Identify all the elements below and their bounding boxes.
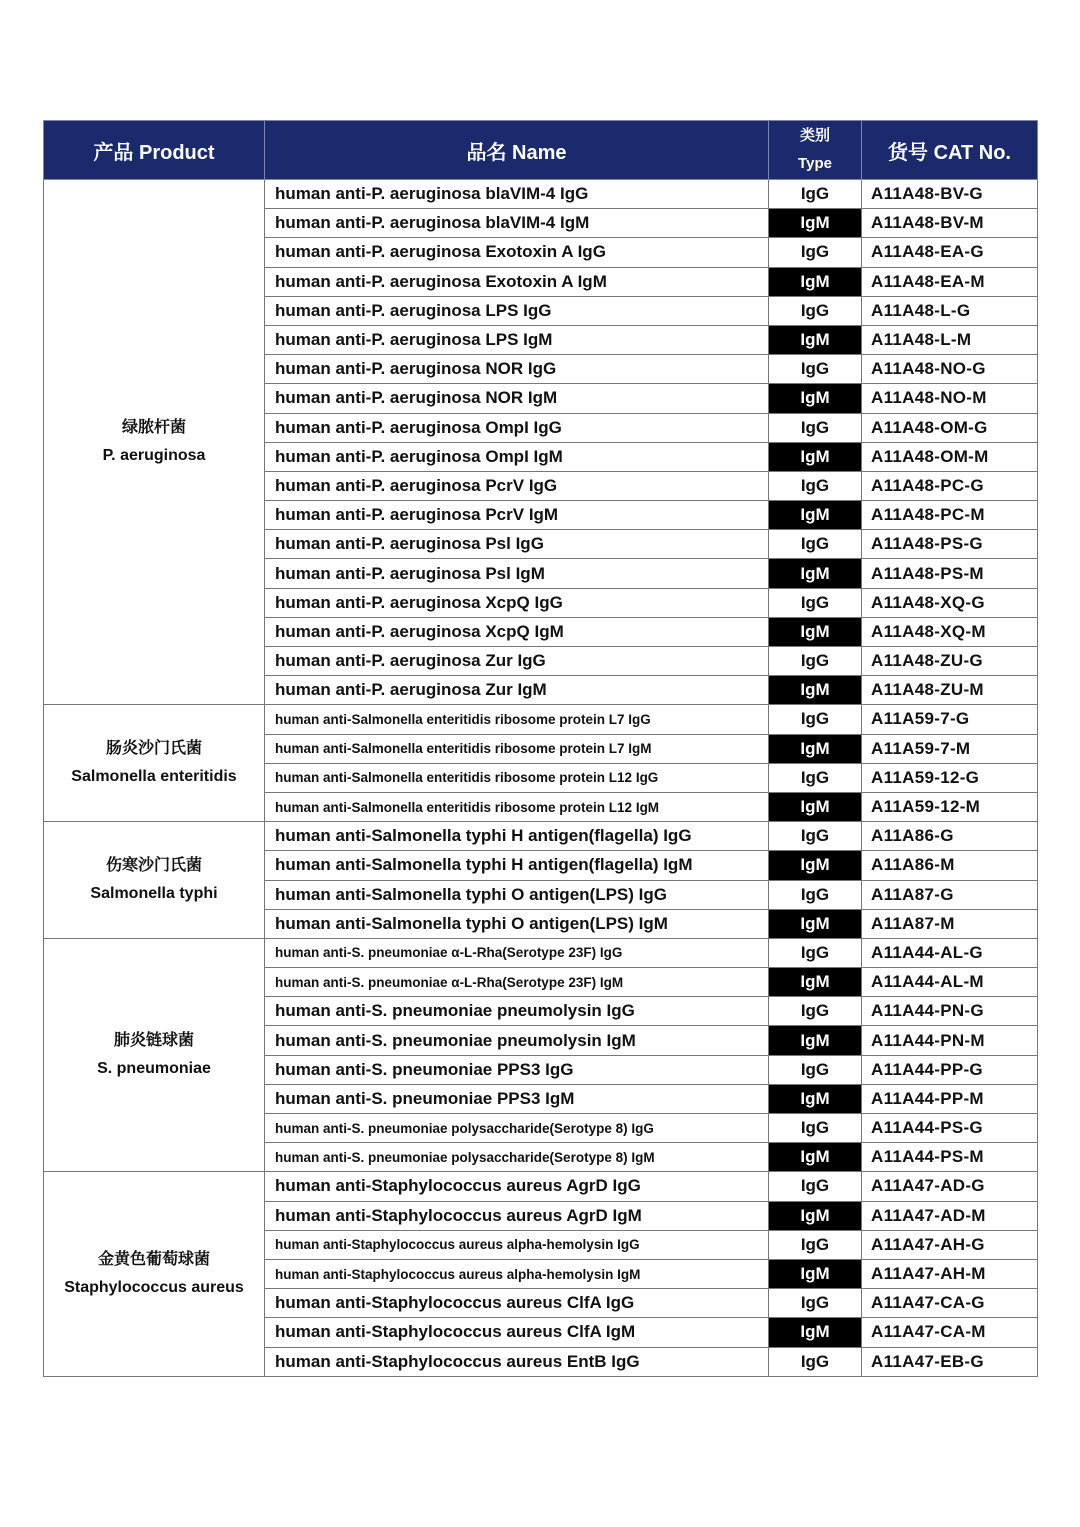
item-name-cell: human anti-P. aeruginosa blaVIM-4 IgG	[265, 180, 769, 209]
table-row	[44, 705, 1038, 734]
item-cat-cell: A11A87-M	[862, 909, 1038, 938]
item-name-cell: human anti-S. pneumoniae pneumolysin IgM	[265, 1026, 769, 1055]
product-group-cell	[44, 1172, 265, 1376]
item-name-cell: human anti-Staphylococcus aureus ClfA IgM	[265, 1318, 769, 1347]
product-name-en: P. aeruginosa	[102, 447, 206, 465]
table-row	[44, 1172, 1038, 1201]
item-type-cell: IgG	[769, 763, 862, 792]
product-group-cell	[44, 705, 265, 822]
item-cat-cell: A11A47-CA-G	[862, 1289, 1038, 1318]
item-type-cell: IgG	[769, 355, 862, 384]
item-name-cell: human anti-Staphylococcus aureus EntB IgG	[265, 1347, 769, 1376]
item-name-cell: human anti-P. aeruginosa LPS IgG	[265, 296, 769, 325]
item-name-cell: human anti-P. aeruginosa PcrV IgM	[265, 501, 769, 530]
item-type-cell: IgM	[769, 267, 862, 296]
header-row	[44, 121, 1038, 180]
item-type-cell: IgG	[769, 1347, 862, 1376]
item-cat-cell: A11A48-L-M	[862, 325, 1038, 354]
item-cat-cell: A11A44-PP-G	[862, 1055, 1038, 1084]
table-row	[44, 180, 1038, 209]
item-name-cell: human anti-S. pneumoniae PPS3 IgM	[265, 1084, 769, 1113]
product-name-cn: 肠炎沙门氏菌	[105, 740, 202, 758]
item-name-cell: human anti-P. aeruginosa blaVIM-4 IgM	[265, 209, 769, 238]
item-type-cell: IgM	[769, 325, 862, 354]
item-name-cell: human anti-Salmonella enteritidis ribosome protein L7 IgG	[265, 705, 769, 734]
item-type-cell: IgM	[769, 1143, 862, 1172]
item-name-cell: human anti-Salmonella typhi H antigen(flagella) IgG	[265, 822, 769, 851]
item-cat-cell: A11A48-BV-M	[862, 209, 1038, 238]
item-type-cell: IgM	[769, 676, 862, 705]
header-type	[769, 121, 862, 180]
item-cat-cell: A11A47-EB-G	[862, 1347, 1038, 1376]
item-cat-cell: A11A59-12-M	[862, 792, 1038, 821]
item-type-cell: IgG	[769, 530, 862, 559]
item-type-cell: IgM	[769, 209, 862, 238]
item-name-cell: human anti-Staphylococcus aureus AgrD IgG	[265, 1172, 769, 1201]
item-name-cell: human anti-P. aeruginosa LPS IgM	[265, 325, 769, 354]
item-name-cell: human anti-P. aeruginosa OmpI IgG	[265, 413, 769, 442]
item-cat-cell: A11A48-EA-G	[862, 238, 1038, 267]
item-cat-cell: A11A44-PN-G	[862, 997, 1038, 1026]
header-type-cn: 类别	[799, 127, 830, 144]
product-name-cn: 金黄色葡萄球菌	[97, 1251, 210, 1269]
item-cat-cell: A11A48-NO-M	[862, 384, 1038, 413]
item-cat-cell: A11A48-PC-G	[862, 471, 1038, 500]
product-name-en: Salmonella typhi	[90, 885, 218, 902]
item-type-cell: IgM	[769, 851, 862, 880]
item-name-cell: human anti-Staphylococcus aureus ClfA IgG	[265, 1289, 769, 1318]
item-cat-cell: A11A48-XQ-M	[862, 617, 1038, 646]
item-type-cell: IgM	[769, 1084, 862, 1113]
item-type-cell: IgM	[769, 792, 862, 821]
item-type-cell: IgG	[769, 180, 862, 209]
item-name-cell: human anti-Staphylococcus aureus alpha-hemolysin IgM	[265, 1259, 769, 1288]
item-name-cell: human anti-P. aeruginosa NOR IgM	[265, 384, 769, 413]
item-cat-cell: A11A44-PN-M	[862, 1026, 1038, 1055]
item-type-cell: IgG	[769, 1172, 862, 1201]
table-row	[44, 822, 1038, 851]
item-name-cell: human anti-Salmonella typhi O antigen(LPS) IgG	[265, 880, 769, 909]
item-name-cell: human anti-S. pneumoniae PPS3 IgG	[265, 1055, 769, 1084]
item-type-cell: IgG	[769, 647, 862, 676]
item-type-cell: IgG	[769, 471, 862, 500]
table-row	[44, 938, 1038, 967]
item-cat-cell: A11A44-PP-M	[862, 1084, 1038, 1113]
item-name-cell: human anti-S. pneumoniae polysaccharide(Serotype 8) IgM	[265, 1143, 769, 1172]
item-name-cell: human anti-P. aeruginosa PcrV IgG	[265, 471, 769, 500]
item-name-cell: human anti-P. aeruginosa Exotoxin A IgM	[265, 267, 769, 296]
item-type-cell: IgG	[769, 1289, 862, 1318]
item-type-cell: IgG	[769, 1230, 862, 1259]
item-type-cell: IgG	[769, 1114, 862, 1143]
item-cat-cell: A11A48-NO-G	[862, 355, 1038, 384]
item-name-cell: human anti-Staphylococcus aureus alpha-hemolysin IgG	[265, 1230, 769, 1259]
item-name-cell: human anti-P. aeruginosa Psl IgM	[265, 559, 769, 588]
table-body	[44, 180, 1038, 1377]
item-type-cell: IgM	[769, 442, 862, 471]
item-name-cell: human anti-P. aeruginosa OmpI IgM	[265, 442, 769, 471]
item-type-cell: IgG	[769, 880, 862, 909]
item-name-cell: human anti-Staphylococcus aureus AgrD IgM	[265, 1201, 769, 1230]
product-name-cn: 肺炎链球菌	[113, 1032, 194, 1050]
item-name-cell: human anti-P. aeruginosa Psl IgG	[265, 530, 769, 559]
item-name-cell: human anti-P. aeruginosa XcpQ IgM	[265, 617, 769, 646]
product-group-cell	[44, 180, 265, 705]
item-type-cell: IgG	[769, 705, 862, 734]
item-cat-cell: A11A48-OM-M	[862, 442, 1038, 471]
item-type-cell: IgM	[769, 617, 862, 646]
item-cat-cell: A11A47-AH-G	[862, 1230, 1038, 1259]
item-type-cell: IgG	[769, 296, 862, 325]
item-cat-cell: A11A87-G	[862, 880, 1038, 909]
item-cat-cell: A11A48-OM-G	[862, 413, 1038, 442]
item-cat-cell: A11A48-ZU-G	[862, 647, 1038, 676]
item-cat-cell: A11A59-7-G	[862, 705, 1038, 734]
item-name-cell: human anti-S. pneumoniae pneumolysin IgG	[265, 997, 769, 1026]
item-type-cell: IgG	[769, 413, 862, 442]
item-cat-cell: A11A47-CA-M	[862, 1318, 1038, 1347]
item-type-cell: IgM	[769, 734, 862, 763]
product-table	[43, 120, 1038, 1377]
item-type-cell: IgM	[769, 1259, 862, 1288]
item-cat-cell: A11A48-ZU-M	[862, 676, 1038, 705]
item-name-cell: human anti-S. pneumoniae polysaccharide(Serotype 8) IgG	[265, 1114, 769, 1143]
item-type-cell: IgM	[769, 1318, 862, 1347]
item-name-cell: human anti-P. aeruginosa NOR IgG	[265, 355, 769, 384]
product-name-cn: 绿脓杆菌	[121, 419, 186, 437]
item-name-cell: human anti-S. pneumoniae α-L-Rha(Serotype 23F) IgG	[265, 938, 769, 967]
item-name-cell: human anti-Salmonella enteritidis ribosome protein L12 IgM	[265, 792, 769, 821]
item-type-cell: IgM	[769, 968, 862, 997]
header-product: 产品 Product	[44, 121, 265, 180]
item-name-cell: human anti-Salmonella typhi H antigen(flagella) IgM	[265, 851, 769, 880]
item-type-cell: IgG	[769, 238, 862, 267]
product-name-en: Staphylococcus aureus	[64, 1279, 244, 1297]
item-type-cell: IgM	[769, 1026, 862, 1055]
product-group-cell	[44, 822, 265, 939]
item-cat-cell: A11A47-AH-M	[862, 1259, 1038, 1288]
product-name-en: Salmonella enteritidis	[71, 768, 237, 786]
item-cat-cell: A11A48-XQ-G	[862, 588, 1038, 617]
item-cat-cell: A11A48-PC-M	[862, 501, 1038, 530]
item-cat-cell: A11A47-AD-M	[862, 1201, 1038, 1230]
item-name-cell: human anti-Salmonella enteritidis ribosome protein L7 IgM	[265, 734, 769, 763]
product-name-cn: 伤寒沙门氏菌	[105, 857, 202, 874]
item-type-cell: IgG	[769, 822, 862, 851]
item-cat-cell: A11A44-PS-M	[862, 1143, 1038, 1172]
item-type-cell: IgM	[769, 909, 862, 938]
item-cat-cell: A11A48-BV-G	[862, 180, 1038, 209]
item-cat-cell: A11A44-AL-M	[862, 968, 1038, 997]
item-type-cell: IgG	[769, 588, 862, 617]
item-type-cell: IgM	[769, 1201, 862, 1230]
item-type-cell: IgG	[769, 997, 862, 1026]
item-cat-cell: A11A86-G	[862, 822, 1038, 851]
item-name-cell: human anti-P. aeruginosa Zur IgG	[265, 647, 769, 676]
item-type-cell: IgG	[769, 1055, 862, 1084]
item-cat-cell: A11A48-PS-M	[862, 559, 1038, 588]
item-cat-cell: A11A48-L-G	[862, 296, 1038, 325]
product-group-cell	[44, 938, 265, 1172]
item-type-cell: IgM	[769, 559, 862, 588]
item-name-cell: human anti-P. aeruginosa XcpQ IgG	[265, 588, 769, 617]
item-name-cell: human anti-Salmonella typhi O antigen(LPS) IgM	[265, 909, 769, 938]
item-cat-cell: A11A47-AD-G	[862, 1172, 1038, 1201]
item-cat-cell: A11A44-PS-G	[862, 1114, 1038, 1143]
item-type-cell: IgM	[769, 501, 862, 530]
header-cat: 货号 CAT No.	[862, 121, 1038, 180]
item-cat-cell: A11A48-EA-M	[862, 267, 1038, 296]
item-name-cell: human anti-S. pneumoniae α-L-Rha(Serotype 23F) IgM	[265, 968, 769, 997]
item-cat-cell: A11A59-7-M	[862, 734, 1038, 763]
header-name: 品名 Name	[265, 121, 769, 180]
item-cat-cell: A11A59-12-G	[862, 763, 1038, 792]
item-type-cell: IgG	[769, 938, 862, 967]
item-name-cell: human anti-P. aeruginosa Zur IgM	[265, 676, 769, 705]
item-cat-cell: A11A48-PS-G	[862, 530, 1038, 559]
product-name-en: S. pneumoniae	[97, 1060, 211, 1078]
item-name-cell: human anti-Salmonella enteritidis ribosome protein L12 IgG	[265, 763, 769, 792]
item-cat-cell: A11A44-AL-G	[862, 938, 1038, 967]
header-type-en: Type	[798, 155, 832, 172]
item-cat-cell: A11A86-M	[862, 851, 1038, 880]
item-type-cell: IgM	[769, 384, 862, 413]
item-name-cell: human anti-P. aeruginosa Exotoxin A IgG	[265, 238, 769, 267]
